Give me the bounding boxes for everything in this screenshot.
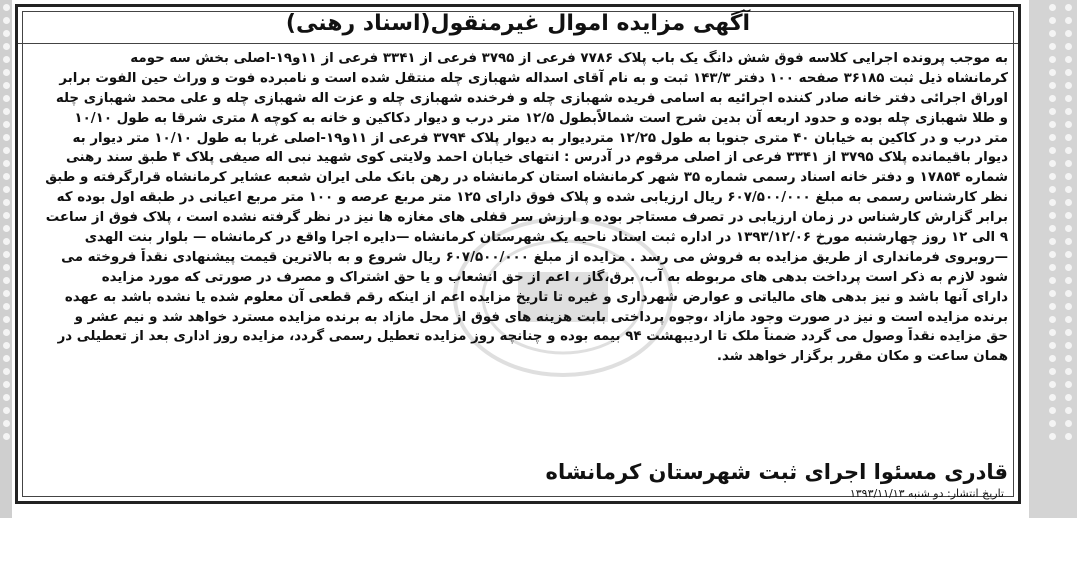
body-line: اوراق اجرائی دفتر خانه صادر کننده اجرائیه به اسامی فریده شهبازی چله و فرخنده شهبازی چله و عزت اله شهبازی چله و علی محمد شهبازی چله [55, 90, 1008, 106]
body-line: ۹ الی ۱۲ روز چهارشنبه مورخ ۱۳۹۳/۱۲/۰۶ در اداره ثبت اسناد ناحیه یک شهرستان کرمانشاه —دایره اجرا واقع در کرمانشاه — بلوار بنت الهدی [84, 230, 1008, 246]
right-dot-column [1049, 4, 1057, 440]
body-line: کرمانشاه ذیل ثبت ۳۶۱۸۵ صفحه ۱۰۰ دفتر ۱۴۳/۳ ثبت و به نام آقای اسداله شهبازی چله منتقل شده است و نامبرده فوت و وراث حین الفوت برابر [59, 70, 1008, 86]
body-line: شود لازم به ذکر است پرداخت بدهی های مربوطه به آب، برق،گاز ، اعم از حق انشعاب و یا حق اشتراک و مصرف در صورتی که مورد مزایده [101, 269, 1008, 285]
body-line: نظر کارشناس رسمی به مبلغ ۶۰۷/۵۰۰/۰۰۰ ریال ارزیابی شده و پلاک فوق دارای ۱۲۵ متر مربع عرصه و ۱۰۰ متر مربع اعیانی در طبقه اول بوده که [56, 190, 1008, 206]
notice-body [28, 49, 1008, 367]
notice-title: آگهی مزایده اموال غیرمنقول(اسناد رهنی) [285, 11, 751, 36]
signature-line: قادری مسئوا اجرای ثبت شهرستان کرمانشاه [545, 460, 1008, 484]
body-line: همان ساعت و مکان مقرر برگزار خواهد شد. [716, 349, 1008, 365]
title-divider [18, 43, 1018, 44]
right-dot-column-outer [1065, 4, 1073, 440]
body-line: و طلا شهبازی چله بوده و حدود اربعه آن بدین شرح است شمالاًبطول ۱۲/۵ متر درب و دیوار دکاکین و خانه به کوچه ۸ متری شرقا به طول ۱۰/۱۰ [74, 110, 1008, 126]
body-line: به موجب پرونده اجرایی کلاسه فوق شش دانگ یک باب پلاک ۷۷۸۶ فرعی از ۳۷۹۵ فرعی از ۳۳۴۱ فرعی از ۱۱و۱۹-اصلی بخش سه حومه [130, 51, 1008, 66]
body-line: —روبروی فرمانداری از طریق مزایده به فروش می رسد . مزایده از مبلغ ۶۰۷/۵۰۰/۰۰۰ ریال شروع و به بالاترین قیمت پیشنهادی نقداً فروخته می [61, 249, 1008, 265]
body-line: دیوار باقیمانده پلاک ۳۷۹۵ از ۳۳۴۱ فرعی از اصلی مرقوم در آدرس : انتهای خیابان احمد ولایتی کوی شهید نبی اله صیفی پلاک ۴ طبق سند رهنی [65, 150, 1008, 166]
body-line: حق مزایده نقداً وصول می گردد ضمناً ملک تا اردیبهشت ۹۴ بیمه بوده و چنانچه روز مزایده تعطیل رسمی گردد، مزایده روز اداری بعد از تعطیلی در [57, 329, 1008, 345]
body-line: متر درب و در کاکین به خیابان ۴۰ متری جنوبا به طول ۱۲/۲۵ متردیوار به دیوار پلاک ۳۷۹۴ فرعی از ۱۱و۱۹-اصلی غربا به طول ۱۰/۱۰ متر دیوار به [72, 130, 1008, 146]
body-line: شماره ۱۷۸۵۴ و دفتر خانه اسناد رسمی شماره ۳۵ شهر کرمانشاه استان کرمانشاه در رهن بانک ملی ایران شعبه عشایر کرمانشاه قرارگرفته و طبق [45, 170, 1008, 186]
left-dot-column [3, 4, 11, 440]
body-line: برابر گزارش کارشناس در زمان ارزیابی در تصرف مستاجر بوده و ارزش سر قفلی های مغازه ها نیز در نظر گرفته نشده است ، پلاک فوق از ساعت [45, 210, 1008, 226]
body-line: دارای آنها باشد و نیز بدهی های مالیاتی و عوارض شهرداری و غیره تا تاریخ مزایده اعم از اینکه رقم قطعی آن معلوم شده یا نشده باشد به عهده [64, 289, 1008, 305]
notice-frame [15, 4, 1021, 504]
body-line: برنده مزایده است و نیز در صورت وجود مازاد ،وجوه پرداختی بابت هزینه های فوق از محل مازاد به برنده مزایده مسترد خواهد شد و نیم عشر و [74, 309, 1008, 325]
publish-date: تاریخ انتشار: دو شنبه ۱۳۹۳/۱۱/۱۳ [849, 487, 1004, 500]
